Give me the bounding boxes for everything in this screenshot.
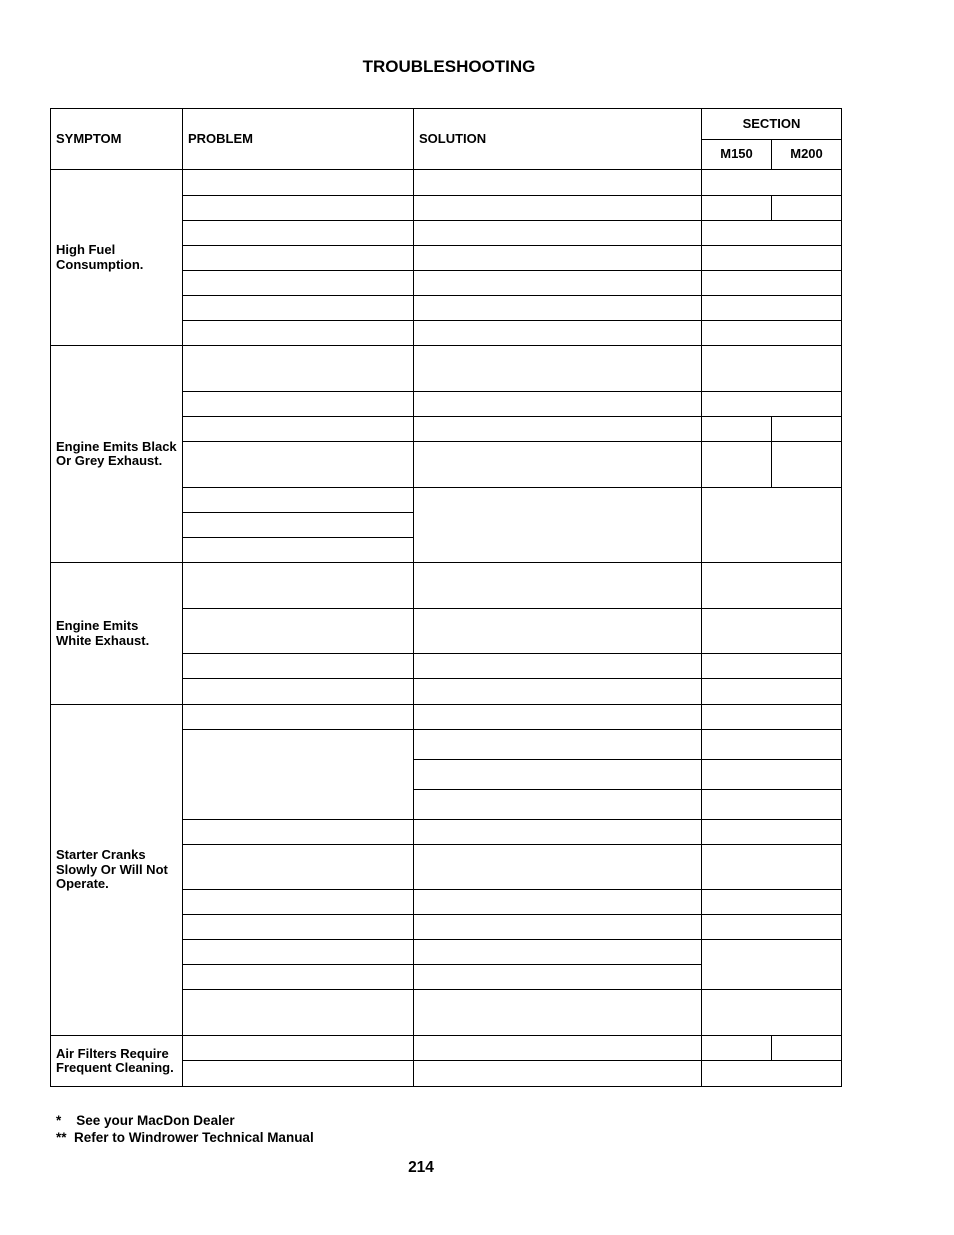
header-m200-text: M200 (790, 146, 823, 162)
section-cell (701, 704, 842, 730)
problem-cell (182, 989, 414, 1036)
problem-cell (182, 295, 414, 321)
solution-cell (413, 789, 702, 820)
solution-cell (413, 295, 702, 321)
section-m200-cell (771, 416, 842, 442)
symptom-cell (50, 345, 183, 563)
solution-cell (413, 195, 702, 221)
solution-cell (413, 220, 702, 246)
problem-cell (182, 169, 414, 196)
section-cell (701, 270, 842, 296)
solution-cell (413, 562, 702, 609)
footnote-text: Refer to Windrower Technical Manual (74, 1130, 314, 1145)
section-cell (701, 678, 842, 705)
section-cell (701, 169, 842, 196)
problem-cell (182, 391, 414, 417)
solution-cell (413, 759, 702, 790)
problem-cell (182, 729, 414, 820)
section-cell (701, 789, 842, 820)
problem-cell (182, 562, 414, 609)
problem-cell (182, 487, 414, 513)
section-cell (701, 914, 842, 940)
problem-cell (182, 1060, 414, 1087)
problem-cell (182, 939, 414, 965)
symptom-cell-text: High Fuel Consumption. (56, 242, 144, 272)
solution-cell (413, 939, 702, 965)
problem-cell (182, 195, 414, 221)
problem-cell (182, 345, 414, 392)
symptom-cell-text: Starter Cranks Slowly Or Will Not Operate. (56, 847, 168, 892)
section-cell (701, 391, 842, 417)
solution-cell (413, 441, 702, 488)
section-cell (701, 729, 842, 760)
section-cell (701, 345, 842, 392)
header-symptom-text: SYMPTOM (56, 130, 122, 146)
header-section (701, 108, 842, 140)
symptom-cell (50, 562, 183, 705)
solution-cell (413, 653, 702, 679)
solution-cell (413, 345, 702, 392)
footnote-2 (56, 1129, 314, 1146)
symptom-cell-text: Engine Emits White Exhaust. (56, 618, 150, 648)
footnotes (56, 1112, 314, 1146)
footnote-text: See your MacDon Dealer (76, 1113, 235, 1128)
solution-cell (413, 819, 702, 845)
solution-cell (413, 245, 702, 271)
section-m150-cell (701, 441, 772, 488)
section-cell (701, 759, 842, 790)
symptom-cell-text: Air Filters Require Frequent Cleaning. (56, 1045, 174, 1075)
solution-cell (413, 964, 702, 990)
problem-cell (182, 608, 414, 654)
solution-cell (413, 487, 702, 563)
section-cell (701, 1060, 842, 1087)
solution-cell (413, 704, 702, 730)
problem-cell (182, 220, 414, 246)
solution-cell (413, 1060, 702, 1087)
page-number: 214 (408, 1159, 434, 1176)
problem-cell (182, 270, 414, 296)
solution-cell (413, 889, 702, 915)
problem-cell (182, 914, 414, 940)
footnote-1 (56, 1112, 314, 1129)
section-m150-cell (701, 416, 772, 442)
section-cell (701, 844, 842, 890)
section-cell (701, 819, 842, 845)
section-cell (701, 320, 842, 346)
header-problem-text: PROBLEM (188, 130, 253, 146)
solution-cell (413, 844, 702, 890)
solution-cell (413, 169, 702, 196)
problem-cell (182, 678, 414, 705)
header-solution (413, 108, 702, 170)
footnote-marker: * (56, 1113, 62, 1128)
section-cell (701, 220, 842, 246)
symptom-cell-text: Engine Emits Black Or Grey Exhaust. (56, 438, 177, 468)
problem-cell (182, 1035, 414, 1061)
symptom-cell (50, 704, 183, 1036)
section-m200-cell (771, 441, 842, 488)
symptom-cell (50, 1035, 183, 1087)
header-section-text: SECTION (742, 115, 801, 131)
problem-cell (182, 964, 414, 990)
solution-cell (413, 914, 702, 940)
header-m200 (771, 139, 842, 170)
solution-cell (413, 391, 702, 417)
header-m150-text: M150 (720, 146, 753, 162)
solution-cell (413, 416, 702, 442)
problem-cell (182, 844, 414, 890)
problem-cell (182, 245, 414, 271)
header-solution-text: SOLUTION (419, 130, 487, 146)
section-cell (701, 653, 842, 679)
solution-cell (413, 270, 702, 296)
section-m150-cell (701, 1035, 772, 1061)
section-cell (701, 562, 842, 609)
solution-cell (413, 678, 702, 705)
solution-cell (413, 1035, 702, 1061)
section-cell (701, 245, 842, 271)
problem-cell (182, 441, 414, 488)
section-cell (701, 939, 842, 990)
header-m150 (701, 139, 772, 170)
section-cell (701, 989, 842, 1036)
section-m150-cell (701, 195, 772, 221)
section-cell (701, 295, 842, 321)
footnote-marker: ** (56, 1130, 67, 1145)
problem-cell (182, 512, 414, 538)
solution-cell (413, 989, 702, 1036)
problem-cell (182, 320, 414, 346)
section-cell (701, 608, 842, 654)
section-cell (701, 889, 842, 915)
header-symptom (50, 108, 183, 170)
solution-cell (413, 608, 702, 654)
problem-cell (182, 416, 414, 442)
solution-cell (413, 320, 702, 346)
symptom-cell (50, 169, 183, 346)
header-problem (182, 108, 414, 170)
problem-cell (182, 819, 414, 845)
problem-cell (182, 889, 414, 915)
problem-cell (182, 537, 414, 563)
problem-cell (182, 653, 414, 679)
section-m200-cell (771, 1035, 842, 1061)
page-title: TROUBLESHOOTING (362, 57, 536, 76)
section-m200-cell (771, 195, 842, 221)
section-cell (701, 487, 842, 563)
solution-cell (413, 729, 702, 760)
problem-cell (182, 704, 414, 730)
